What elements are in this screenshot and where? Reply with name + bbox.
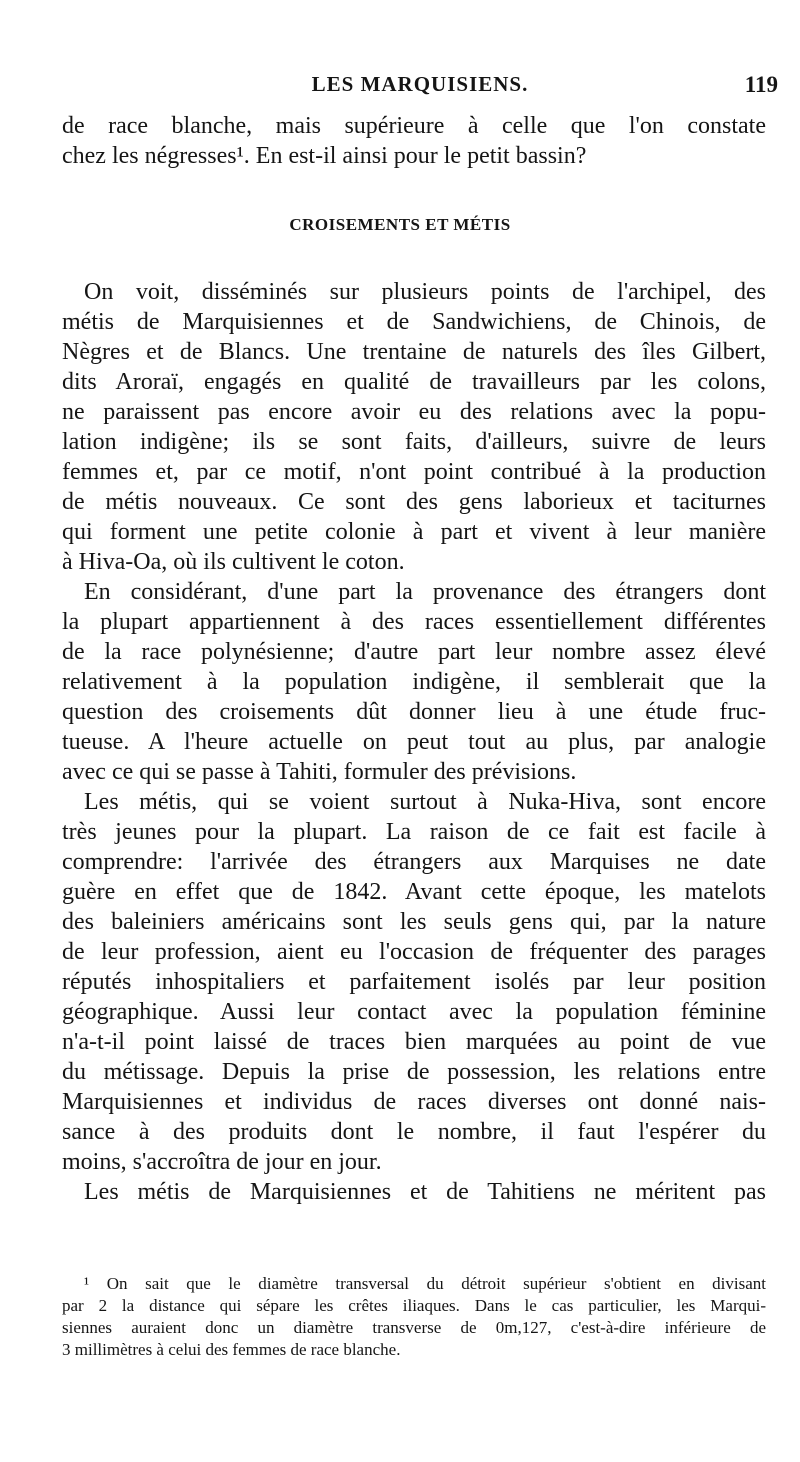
text-line: Marquisiennes et individus de races diverses ont donné nais-: [62, 1089, 766, 1115]
text-line: chez les négresses¹. En est-il ainsi pour le petit bassin?: [62, 143, 587, 169]
text-line: moins, s'accroîtra de jour en jour.: [62, 1149, 382, 1175]
text-line: métis de Marquisiennes et de Sandwichiens, de Chinois, de: [62, 309, 766, 335]
text-line: On voit, disséminés sur plusieurs points de l'archipel, des: [84, 279, 766, 305]
text-line: femmes et, par ce motif, n'ont point contribué à la production: [62, 459, 766, 485]
text-line: ne paraissent pas encore avoir eu des relations avec la popu-: [62, 399, 766, 425]
footnote-line: par 2 la distance qui sépare les crêtes iliaques. Dans le cas particulier, les Marqui-: [62, 1296, 766, 1315]
text-line: Les métis, qui se voient surtout à Nuka-Hiva, sont encore: [84, 789, 766, 815]
text-line: très jeunes pour la plupart. La raison de ce fait est facile à: [62, 819, 766, 845]
text-line: de métis nouveaux. Ce sont des gens laborieux et taciturnes: [62, 489, 766, 515]
footnote-line: 3 millimètres à celui des femmes de race blanche.: [62, 1340, 401, 1359]
text-line: la plupart appartiennent à des races essentiellement différentes: [62, 609, 766, 635]
text-line: de race blanche, mais supérieure à celle que l'on constate: [62, 113, 766, 139]
text-line: des baleiniers américains sont les seuls gens qui, par la nature: [62, 909, 766, 935]
page-number: 119: [744, 72, 778, 97]
text-line: relativement à la population indigène, il semblerait que la: [62, 669, 766, 695]
text-line: lation indigène; ils se sont faits, d'ailleurs, suivre de leurs: [62, 429, 766, 455]
body-text: [62, 277, 766, 1207]
text-line: qui forment une petite colonie à part et vivent à leur manière: [62, 519, 766, 545]
footnote-line: ¹ On sait que le diamètre transversal du détroit supérieur s'obtient en divisant: [84, 1274, 766, 1293]
section-title: CROISEMENTS ET MÉTIS: [289, 215, 511, 234]
text-line: Les métis de Marquisiennes et de Tahitiens ne méritent pas: [84, 1179, 766, 1205]
text-line: réputés inhospitaliers et parfaitement isolés par leur position: [62, 969, 766, 995]
running-head: LES MARQUISIENS.: [311, 72, 529, 96]
text-line: dits Aroraï, engagés en qualité de travailleurs par les colons,: [62, 369, 766, 395]
footnote-line: siennes auraient donc un diamètre transverse de 0m,127, c'est-à-dire inférieure de: [62, 1318, 766, 1337]
text-line: En considérant, d'une part la provenance des étrangers dont: [84, 579, 766, 605]
text-line: avec ce qui se passe à Tahiti, formuler des prévisions.: [62, 759, 577, 785]
text-line: tueuse. A l'heure actuelle on peut tout au plus, par analogie: [62, 729, 766, 755]
text-line: Nègres et de Blancs. Une trentaine de naturels des îles Gilbert,: [62, 339, 766, 365]
text-line: du métissage. Depuis la prise de possession, les relations entre: [62, 1059, 766, 1085]
text-line: n'a-t-il point laissé de traces bien marquées au point de vue: [62, 1029, 766, 1055]
text-line: comprendre: l'arrivée des étrangers aux Marquises ne date: [62, 849, 766, 875]
text-line: de leur profession, aient eu l'occasion de fréquenter des parages: [62, 939, 766, 965]
paragraph-continuation: [62, 111, 766, 171]
text-line: guère en effet que de 1842. Avant cette époque, les matelots: [62, 879, 766, 905]
page-header: [0, 72, 800, 102]
text-line: géographique. Aussi leur contact avec la population féminine: [62, 999, 766, 1025]
text-line: sance à des produits dont le nombre, il faut l'espérer du: [62, 1119, 766, 1145]
text-line: à Hiva-Oa, où ils cultivent le coton.: [62, 549, 405, 575]
text-line: de la race polynésienne; d'autre part leur nombre assez élevé: [62, 639, 766, 665]
footnote: [62, 1273, 766, 1361]
text-line: question des croisements dût donner lieu à une étude fruc-: [62, 699, 766, 725]
